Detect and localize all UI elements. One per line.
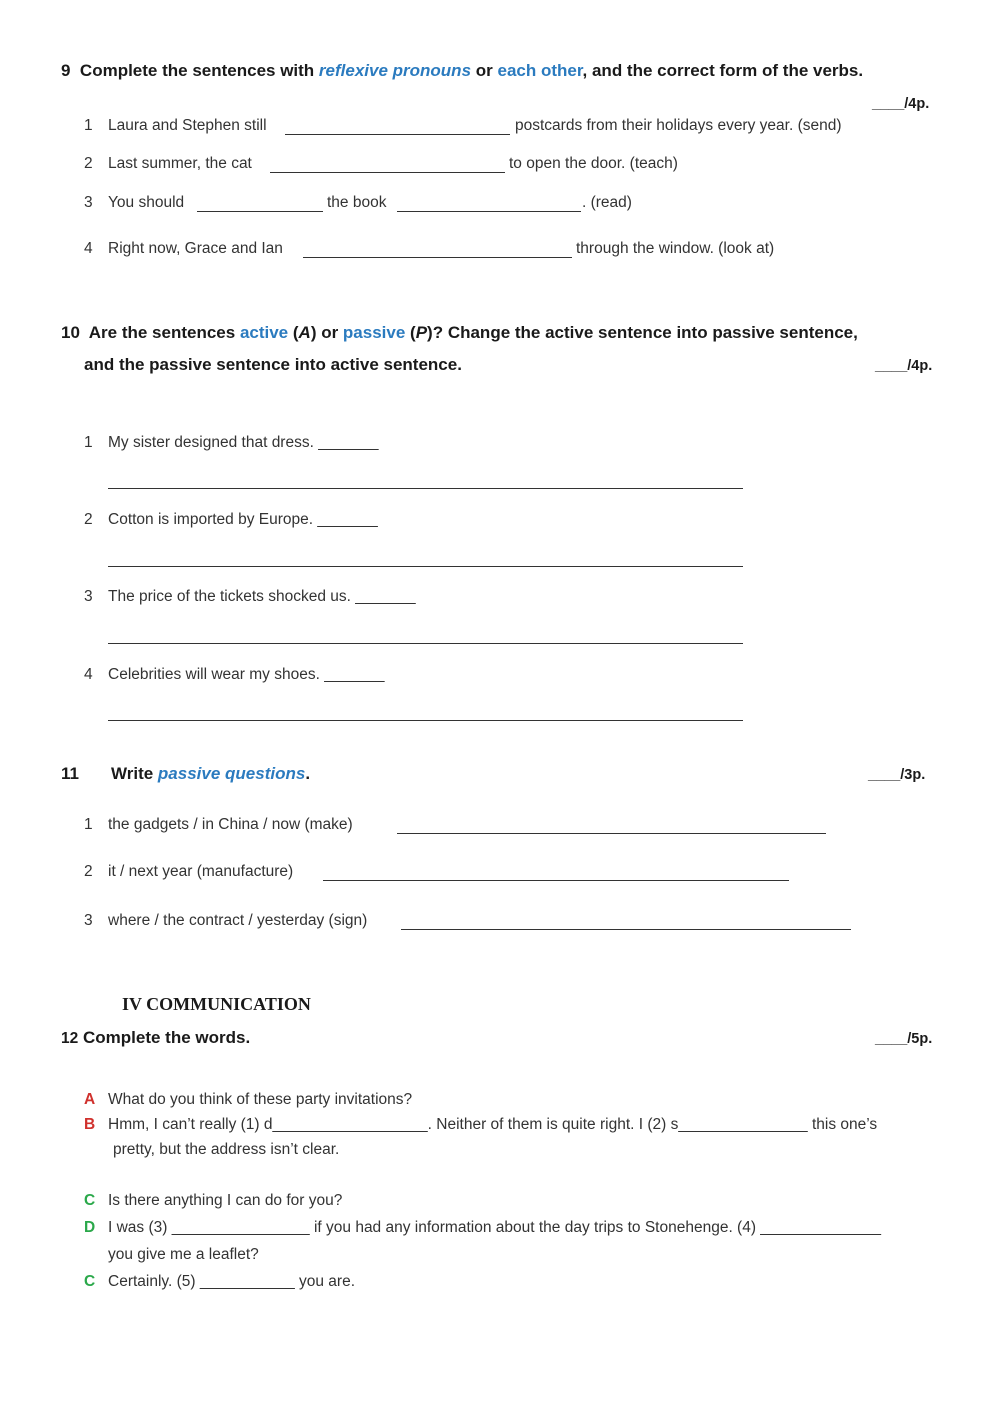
dialogue-line-d: D I was (3) ________________ if you had any information about the day trips to Stonehenge. (4) ______________ xyxy=(84,1219,881,1236)
ex9-item-1-text: postcards from their holidays every year. (send) xyxy=(515,117,842,134)
exercise-11-title: 11 Write passive questions. xyxy=(61,764,311,783)
ex9-item-3: 3 You should xyxy=(84,194,185,211)
ex9-item-3-end: . (read) xyxy=(582,194,632,211)
ex9-item-2-blank[interactable] xyxy=(270,172,505,173)
ex9-item-2: 2 Last summer, the cat xyxy=(84,155,252,172)
dialogue-line-b: B Hmm, I can’t really (1) d__________________. Neither of them is quite right. I (2) s_______________ this one’s xyxy=(84,1116,878,1133)
exercise-12-title: 12 Complete the words. xyxy=(61,1028,251,1047)
ex9-item-2-text: to open the door. (teach) xyxy=(509,155,678,172)
ex10-item-4: 4 Celebrities will wear my shoes. _______ xyxy=(84,666,385,683)
exercise-12-score: ____/5p. xyxy=(875,1031,933,1047)
exercise-9-title: 9 Complete the sentences with reflexive pronouns or each other, and the correct form of the verbs. xyxy=(61,61,864,80)
ex9-item-1: 1 Laura and Stephen still xyxy=(84,117,267,134)
exercise-11-score: ____/3p. xyxy=(868,767,926,783)
ex9-item-3-blank-2[interactable] xyxy=(397,211,581,212)
exercise-9-score: ____/4p. xyxy=(872,96,930,112)
ex10-item-3: 3 The price of the tickets shocked us. _______ xyxy=(84,588,416,605)
ex9-item-3-blank-1[interactable] xyxy=(197,211,323,212)
ex9-item-3-text: the book xyxy=(327,194,387,211)
ex10-item-2-answer-line[interactable] xyxy=(108,566,743,567)
ex11-item-2-answer-line[interactable] xyxy=(323,880,789,881)
ex10-item-3-answer-line[interactable] xyxy=(108,643,743,644)
ex11-item-1-answer-line[interactable] xyxy=(397,833,826,834)
ex11-item-1: 1 the gadgets / in China / now (make) xyxy=(84,816,353,833)
dialogue-line-b-cont: pretty, but the address isn’t clear. xyxy=(113,1141,340,1158)
ex11-item-3: 3 where / the contract / yesterday (sign) xyxy=(84,912,368,929)
ex9-item-4-text: through the window. (look at) xyxy=(576,240,775,257)
dialogue-line-c1: C Is there anything I can do for you? xyxy=(84,1192,343,1209)
ex9-item-4-blank[interactable] xyxy=(303,257,572,258)
section-heading: IV COMMUNICATION xyxy=(122,994,311,1014)
ex10-item-1-answer-line[interactable] xyxy=(108,488,743,489)
ex10-item-2: 2 Cotton is imported by Europe. _______ xyxy=(84,511,378,528)
ex10-item-1: 1 My sister designed that dress. _______ xyxy=(84,434,379,451)
exercise-10-title: 10 Are the sentences active (A) or passive (P)? Change the active sentence into passive sentence, xyxy=(61,323,858,342)
exercise-10-title-line2: and the passive sentence into active sentence. xyxy=(84,355,462,374)
exercise-10-score: ____/4p. xyxy=(875,358,933,374)
dialogue-line-d-cont: you give me a leaflet? xyxy=(108,1246,259,1263)
dialogue-line-a: A What do you think of these party invitations? xyxy=(84,1091,413,1108)
ex9-item-1-blank[interactable] xyxy=(285,134,510,135)
ex10-item-4-answer-line[interactable] xyxy=(108,720,743,721)
ex11-item-3-answer-line[interactable] xyxy=(401,929,851,930)
dialogue-line-c2: C Certainly. (5) ___________ you are. xyxy=(84,1273,356,1290)
ex9-item-4: 4 Right now, Grace and Ian xyxy=(84,240,283,257)
ex11-item-2: 2 it / next year (manufacture) xyxy=(84,863,294,880)
